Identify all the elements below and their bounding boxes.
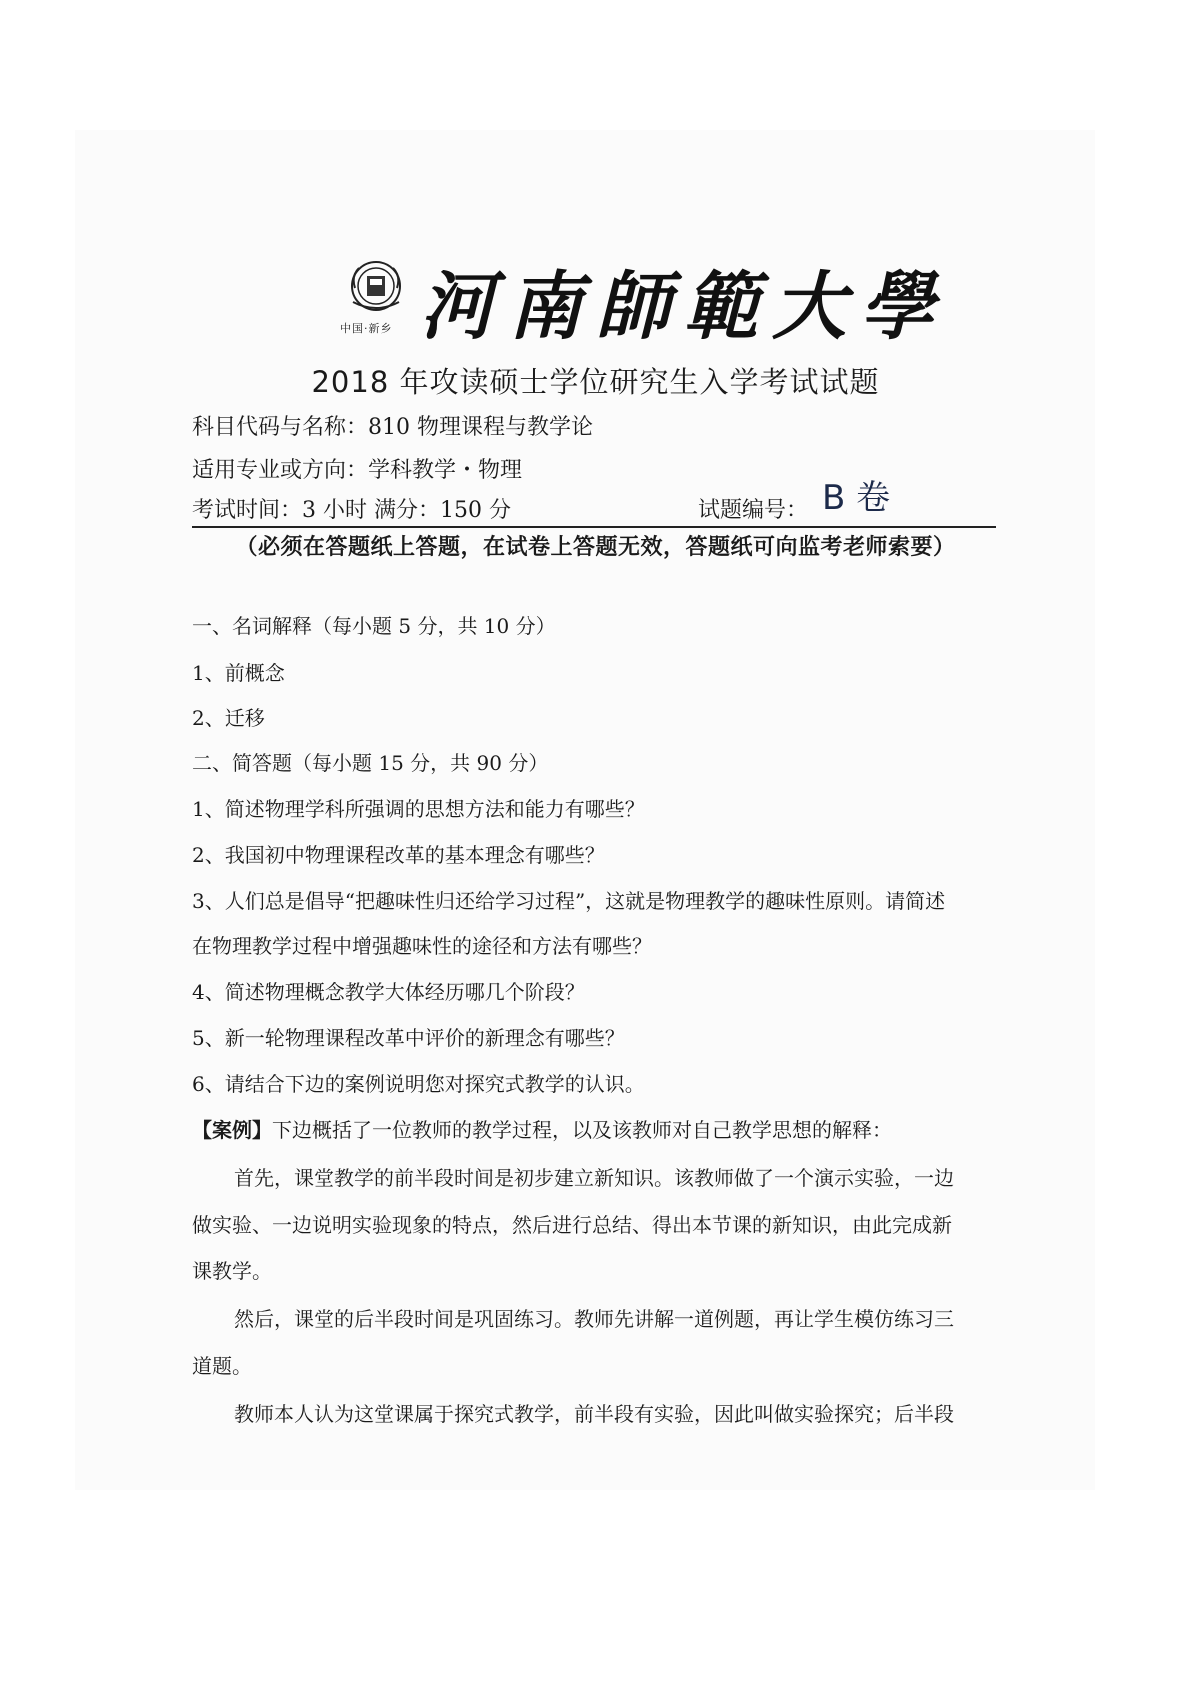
major-line: 适用专业或方向：学科教学・物理 <box>192 458 523 483</box>
university-name: 河南師範大學 <box>420 264 948 350</box>
section1-heading: 一、名词解释（每小题 5 分，共 10 分） <box>192 614 556 638</box>
time-line: 考试时间：3 小时 满分：150 分 <box>192 498 511 523</box>
answer-notice: （必须在答题纸上答题，在试卷上答题无效，答题纸可向监考老师索要） <box>235 534 956 560</box>
section1-item: 2、迁移 <box>192 706 265 730</box>
case-intro <box>192 1116 892 1144</box>
case-paragraph1-line2: 做实验、一边说明实验现象的特点，然后进行总结、得出本节课的新知识，由此完成新 <box>192 1213 952 1237</box>
university-seal-icon <box>345 258 407 318</box>
exam-title: 2018 年攻读硕士学位研究生入学考试试题 <box>311 365 880 399</box>
question-3-line1: 3、人们总是倡导“把趣味性归还给学习过程”，这就是物理教学的趣味性原则。请简述 <box>192 889 946 913</box>
subject-line: 科目代码与名称：810 物理课程与教学论 <box>192 415 593 440</box>
exam-code-value: B 卷 <box>822 478 891 518</box>
question-6: 6、请结合下边的案例说明您对探究式教学的认识。 <box>192 1072 645 1096</box>
case-tag: 【案例】 <box>192 1118 272 1142</box>
section2-heading: 二、简答题（每小题 15 分，共 90 分） <box>192 751 549 775</box>
question-5: 5、新一轮物理课程改革中评价的新理念有哪些？ <box>192 1026 625 1050</box>
case-paragraph2-line1: 然后，课堂的后半段时间是巩固练习。教师先讲解一道例题，再让学生模仿练习三 <box>234 1307 954 1331</box>
case-paragraph1-line3: 课教学。 <box>192 1259 272 1283</box>
case-paragraph1-line1: 首先，课堂教学的前半段时间是初步建立新知识。该教师做了一个演示实验，一边 <box>234 1166 954 1190</box>
question-2: 2、我国初中物理课程改革的基本理念有哪些？ <box>192 843 605 867</box>
question-4: 4、简述物理概念教学大体经历哪几个阶段？ <box>192 980 585 1004</box>
seal-caption: 中国·新乡 <box>340 322 393 335</box>
header-divider <box>192 526 996 528</box>
case-paragraph2-line2: 道题。 <box>192 1354 252 1378</box>
question-1: 1、简述物理学科所强调的思想方法和能力有哪些？ <box>192 797 645 821</box>
case-intro-text: 下边概括了一位教师的教学过程，以及该教师对自己教学思想的解释： <box>272 1118 892 1142</box>
exam-code-label: 试题编号： <box>698 498 809 523</box>
case-paragraph3-line1: 教师本人认为这堂课属于探究式教学，前半段有实验，因此叫做实验探究；后半段 <box>234 1402 954 1426</box>
question-3-line2: 在物理教学过程中增强趣味性的途径和方法有哪些？ <box>192 934 652 958</box>
section1-item: 1、前概念 <box>192 661 285 685</box>
